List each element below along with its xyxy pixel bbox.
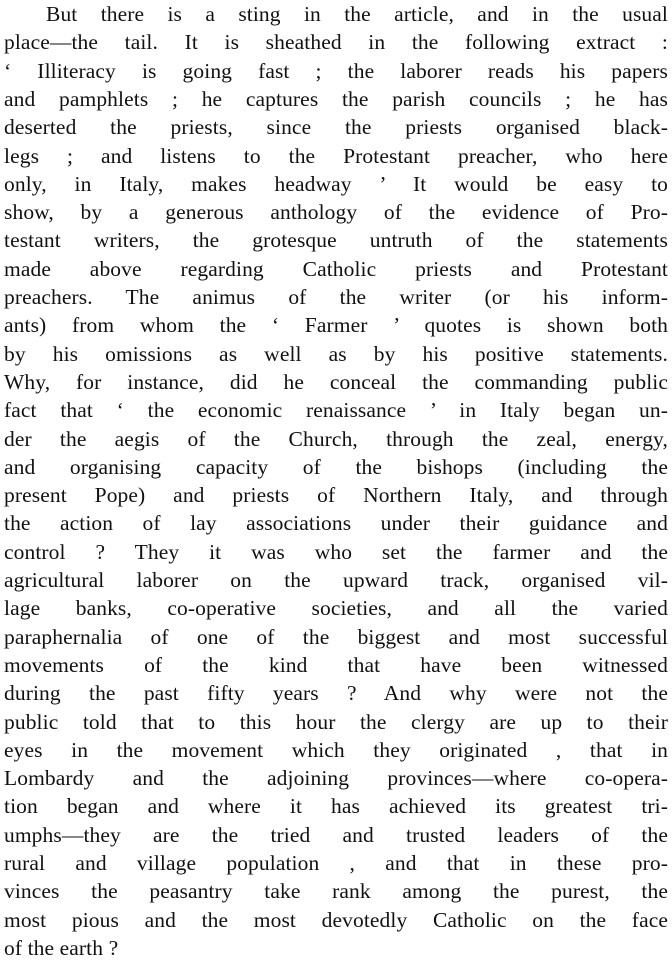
text-line-11: preachers. The animus of the writer (or his inform- [4, 285, 668, 309]
text-line-30: umphs—they are the tried and trusted leaders of the [4, 822, 668, 847]
text-line-22: lage banks, co-operative societies, and all the varied [4, 596, 668, 621]
text-line-32: vinces the peasantry take rank among the purest, the [4, 879, 668, 904]
text-line-3: ‘ Illiteracy is going fast ; the laborer reads his papers [4, 58, 668, 83]
text-line-7: only, in Italy, makes headway ’ It would be easy to [4, 171, 668, 196]
text-line-21: agricultural laborer on the upward track, organised vil- [4, 568, 668, 592]
text-line-10: made above regarding Catholic priests and Protestant [4, 256, 668, 281]
text-line-33: most pious and the most devotedly Catholic on the face [4, 907, 668, 932]
text-line-28: Lombardy and the adjoining provinces—where co-opera- [4, 766, 668, 791]
text-line-31: rural and village population , and that in these pro- [4, 851, 668, 875]
text-line-23: paraphernalia of one of the biggest and most successful [4, 624, 668, 649]
text-line-4: and pamphlets ; he captures the parish councils ; he has [4, 86, 668, 111]
text-line-19: the action of lay associations under their guidance and [4, 511, 668, 536]
text-line-24: movements of the kind that have been witnessed [4, 652, 668, 677]
text-line-5: deserted the priests, since the priests organised black- [4, 115, 668, 140]
text-line-14: Why, for instance, did he conceal the commanding public [4, 369, 668, 394]
text-line-18: present Pope) and priests of Northern Italy, and through [4, 483, 668, 508]
text-line-13: by his omissions as well as by his positive statements. [4, 341, 668, 366]
text-line-2: place—the tail. It is sheathed in the following extract : [4, 30, 668, 55]
text-line-17: and organising capacity of the bishops (including the [4, 454, 668, 479]
text-line-26: public told that to this hour the clergy are up to their [4, 709, 668, 734]
text-line-34: of the earth ? [4, 935, 119, 960]
text-line-16: der the aegis of the Church, through the zeal, energy, [4, 426, 668, 451]
text-line-12: ants) from whom the ‘ Farmer ’ quotes is shown both [4, 313, 668, 338]
text-line-8: show, by a generous anthology of the evidence of Pro- [4, 200, 668, 225]
text-line-20: control ? They it was who set the farmer and the [4, 539, 668, 564]
text-line-29: tion began and where it has achieved its greatest tri- [4, 794, 668, 819]
text-line-25: during the past fifty years ? And why were not the [4, 681, 668, 706]
text-line-15: fact that ‘ the economic renaissance ’ in Italy began un- [4, 398, 668, 423]
text-line-1: But there is a sting in the article, and in the usual [46, 2, 668, 26]
text-line-6: legs ; and listens to the Protestant preacher, who here [4, 143, 668, 168]
text-line-9: testant writers, the grotesque untruth of the statements [4, 228, 668, 253]
text-line-27: eyes in the movement which they originated , that in [4, 737, 668, 762]
